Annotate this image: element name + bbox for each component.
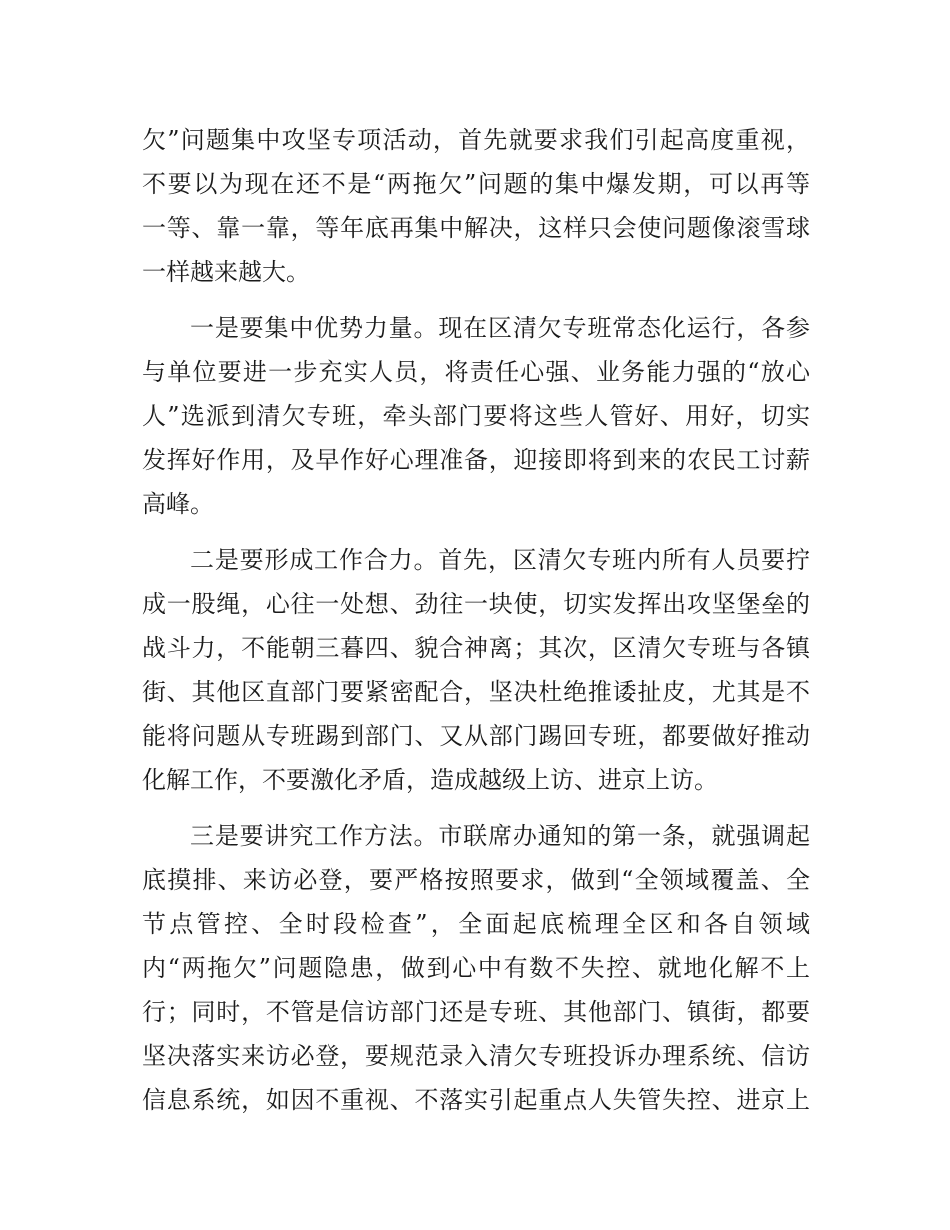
text-line: 三是要讲究工作方法。市联席办通知的第一条，就强调起: [190, 822, 810, 850]
text-line: 人”选派到清欠专班，牵头部门要将这些人管好、用好，切实: [142, 402, 810, 430]
text-line: 化解工作，不要激化矛盾，造成越级上访、进京上访。: [142, 766, 718, 794]
text-line: 战斗力，不能朝三暮四、貌合神离；其次，区清欠专班与各镇: [142, 634, 810, 662]
text-line: 二是要形成工作合力。首先，区清欠专班内所有人员要拧: [190, 546, 810, 574]
text-line: 一等、靠一靠，等年底再集中解决，这样只会使问题像滚雪球: [142, 214, 810, 242]
text-line: 一样越来越大。: [142, 258, 310, 286]
paragraph-4: [142, 814, 810, 1122]
paragraph-1: [142, 118, 810, 294]
text-line: 信息系统，如因不重视、不落实引起重点人失管失控、进京上: [142, 1086, 810, 1114]
text-line: 坚决落实来访必登，要规范录入清欠专班投诉办理系统、信访: [142, 1042, 810, 1070]
text-line: 节点管控、全时段检查”，全面起底梳理全区和各自领域: [142, 910, 810, 938]
text-line: 与单位要进一步充实人员，将责任心强、业务能力强的“放心: [142, 358, 810, 386]
paragraph-3: [142, 538, 810, 802]
text-line: 内“两拖欠”问题隐患，做到心中有数不失控、就地化解不上: [142, 954, 810, 982]
text-line: 不要以为现在还不是“两拖欠”问题的集中爆发期，可以再等: [142, 170, 810, 198]
text-line: 底摸排、来访必登，要严格按照要求，做到“全领域覆盖、全: [142, 866, 810, 894]
text-line: 能将问题从专班踢到部门、又从部门踢回专班，都要做好推动: [142, 722, 810, 750]
text-line: 发挥好作用，及早作好心理准备，迎接即将到来的农民工讨薪: [142, 446, 810, 474]
paragraph-2: [142, 306, 810, 526]
document-body: [142, 118, 810, 1134]
text-line: 成一股绳，心往一处想、劲往一块使，切实发挥出攻坚堡垒的: [142, 590, 810, 618]
text-line: 高峰。: [142, 490, 214, 518]
text-line: 一是要集中优势力量。现在区清欠专班常态化运行，各参: [190, 314, 810, 342]
text-line: 街、其他区直部门要紧密配合，坚决杜绝推诿扯皮，尤其是不: [142, 678, 810, 706]
text-line: 行；同时，不管是信访部门还是专班、其他部门、镇街，都要: [142, 998, 810, 1026]
text-line: 欠”问题集中攻坚专项活动，首先就要求我们引起高度重视，: [142, 126, 810, 154]
